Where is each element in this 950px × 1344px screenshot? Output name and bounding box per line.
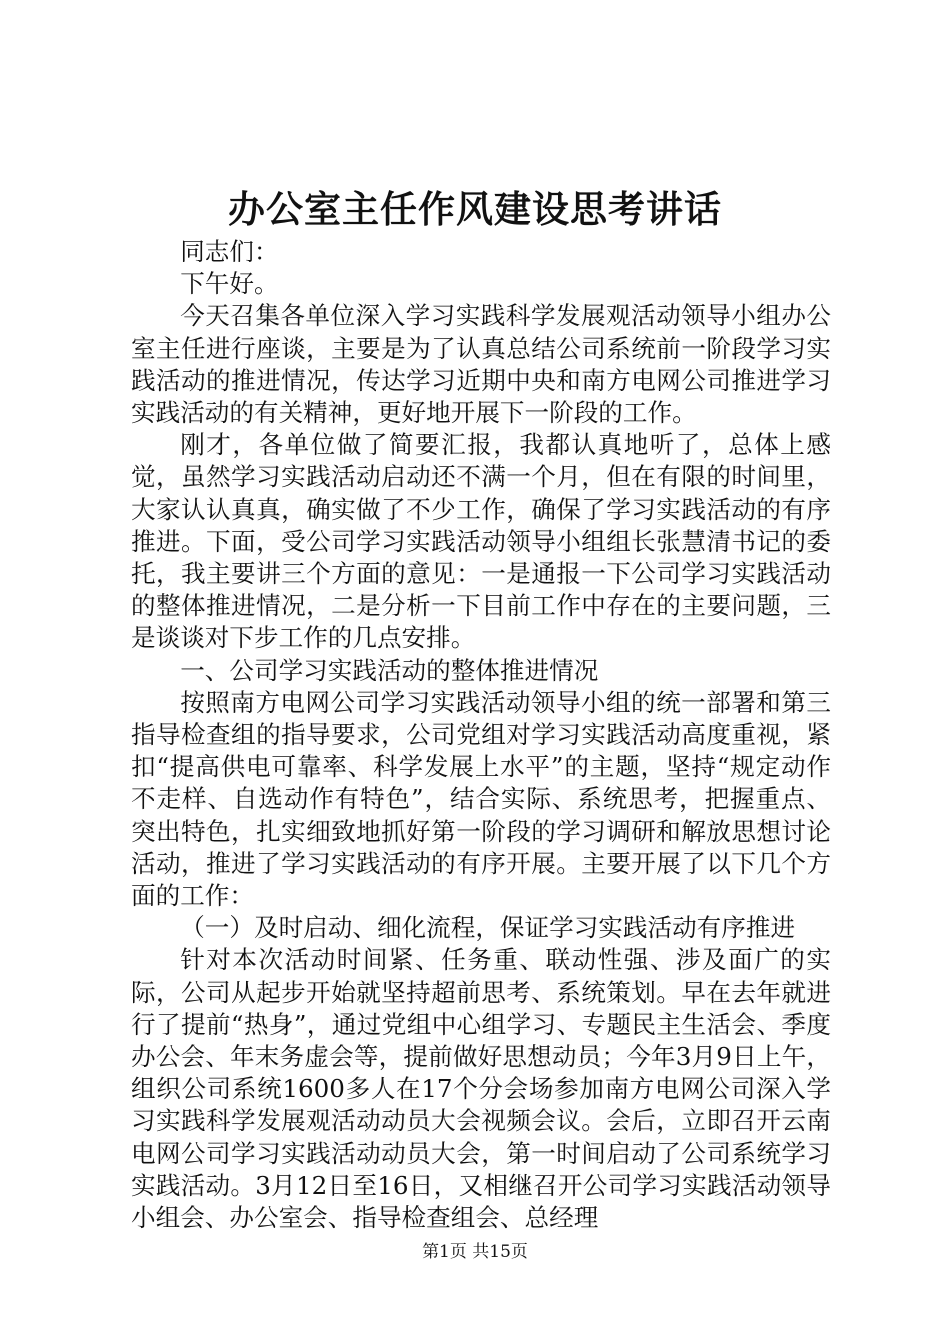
document-title: 办公室主任作风建设思考讲话 xyxy=(228,187,722,231)
section-heading-1: 一、公司学习实践活动的整体推进情况 xyxy=(180,655,599,685)
page-footer xyxy=(0,1240,950,1264)
greeting: 下午好。 xyxy=(180,269,279,299)
paragraph-subsection-1: 针对本次活动时间紧、任务重、联动性强、涉及面广的实际，公司从起步开始就坚持超前思考、系统策划。早在去年就进行了提前“热身”，通过党组中心组学习、专题民主生活会、季度办公会、年末务虚会等，提前做好思想动员；今年3月9日上午，组织公司系统1600多人在17个分会场参加南方电网公司深入学习实践科学发展观活动动员大会视频会议。会后，立即召开云南电网公司学习实践活动动员大会，第一时间启动了公司系统学习实践活动。3月12日至16日，又相继召开公司学习实践活动领导小组会、办公室会、指导检查组会、总经理 xyxy=(131,945,831,1233)
document-body xyxy=(131,236,831,1234)
paragraph-intro: 今天召集各单位深入学习实践科学发展观活动领导小组办公室主任进行座谈，主要是为了认真总结公司系统前一阶段学习实践活动的推进情况，传达学习近期中央和南方电网公司推进学习实践活动的有关精神，更好地开展下一阶段的工作。 xyxy=(131,301,831,428)
page-total: 共15页 xyxy=(472,1242,528,1262)
salutation: 同志们： xyxy=(180,237,279,266)
page-number: 第1页 xyxy=(422,1242,467,1262)
subsection-heading-1: （一）及时启动、细化流程，保证学习实践活动有序推进 xyxy=(180,913,796,943)
paragraph-overview: 刚才，各单位做了简要汇报，我都认真地听了，总体上感觉，虽然学习实践活动启动还不满一个月，但在有限的时间里，大家认认真真，确实做了不少工作，确保了学习实践活动的有序推进。下面，受公司学习实践活动领导小组组长张慧清书记的委托，我主要讲三个方面的意见：一是通报一下公司学习实践活动的整体推进情况，二是分析一下目前工作中存在的主要问题，三是谈谈对下步工作的几点安排。 xyxy=(131,430,831,653)
paragraph-section-1: 按照南方电网公司学习实践活动领导小组的统一部署和第三指导检查组的指导要求，公司党组对学习实践活动高度重视，紧扣“提高供电可靠率、科学发展上水平”的主题，坚持“规定动作不走样、自选动作有特色”，结合实际、系统思考，把握重点、突出特色，扎实细致地抓好第一阶段的学习调研和解放思想讨论活动，推进了学习实践活动的有序开展。主要开展了以下几个方面的工作： xyxy=(131,687,831,911)
